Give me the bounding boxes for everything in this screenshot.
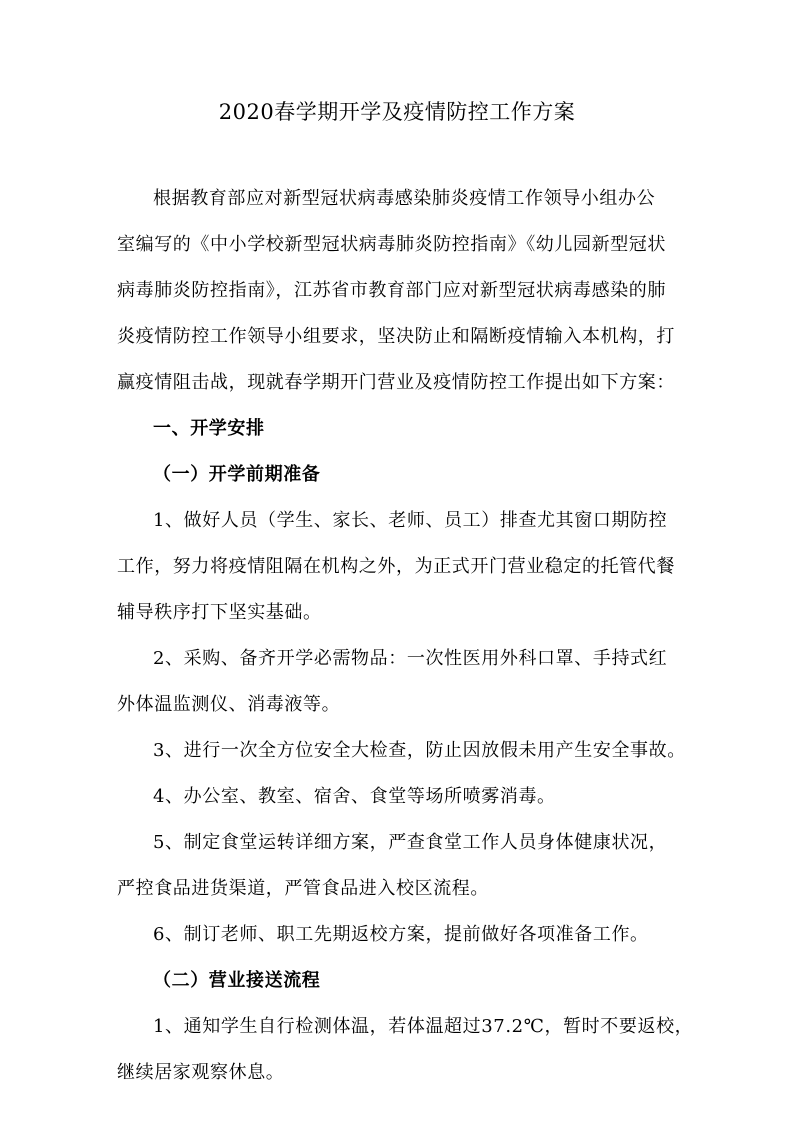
list-item-line: 外体温监测仪、消毒液等。 [117, 694, 341, 715]
section-heading: 一、开学安排 [153, 418, 265, 439]
intro-line: 炎疫情防控工作领导小组要求，坚决防止和隔断疫情输入本机构，打 [117, 326, 675, 347]
list-item-line: 6、制订老师、职工先期返校方案，提前做好各项准备工作。 [153, 924, 649, 945]
intro-line: 赢疫情阻击战，现就春学期开门营业及疫情防控工作提出如下方案： [117, 372, 675, 393]
list-item-line: 辅导秩序打下坚实基础。 [117, 602, 322, 623]
list-item-line: 4、办公室、教室、宿舍、食堂等场所喷雾消毒。 [153, 786, 556, 807]
list-item-line: 2、采购、备齐开学必需物品：一次性医用外科口罩、手持式红 [153, 648, 668, 669]
list-item-line: 5、制定食堂运转详细方案，严查食堂工作人员身体健康状况， [153, 832, 668, 853]
intro-line: 室编写的《中小学校新型冠状病毒肺炎防控指南》《幼儿园新型冠状 [117, 234, 666, 255]
intro-line: 病毒肺炎防控指南》，江苏省市教育部门应对新型冠状病毒感染的肺 [117, 280, 666, 301]
list-item-line: 1、做好人员（学生、家长、老师、员工）排查尤其窗口期防控 [153, 510, 668, 531]
list-item-line: 3、进行一次全方位安全大检查，防止因放假未用产生安全事故。 [153, 740, 686, 761]
intro-line: 根据教育部应对新型冠状病毒感染肺炎疫情工作领导小组办公 [153, 188, 656, 209]
subsection-heading: （一）开学前期准备 [153, 464, 321, 485]
subsection-heading: （二）营业接送流程 [153, 970, 321, 991]
list-item-line: 1、通知学生自行检测体温，若体温超过37.2℃，暂时不要返校， [153, 1016, 694, 1037]
list-item-line: 继续居家观察休息。 [117, 1062, 285, 1083]
list-item-line: 严控食品进货渠道，严管食品进入校区流程。 [117, 878, 489, 899]
document-title: 2020春学期开学及疫情防控工作方案 [218, 100, 576, 124]
list-item-line: 工作，努力将疫情阻隔在机构之外，为正式开门营业稳定的托管代餐 [117, 556, 675, 577]
